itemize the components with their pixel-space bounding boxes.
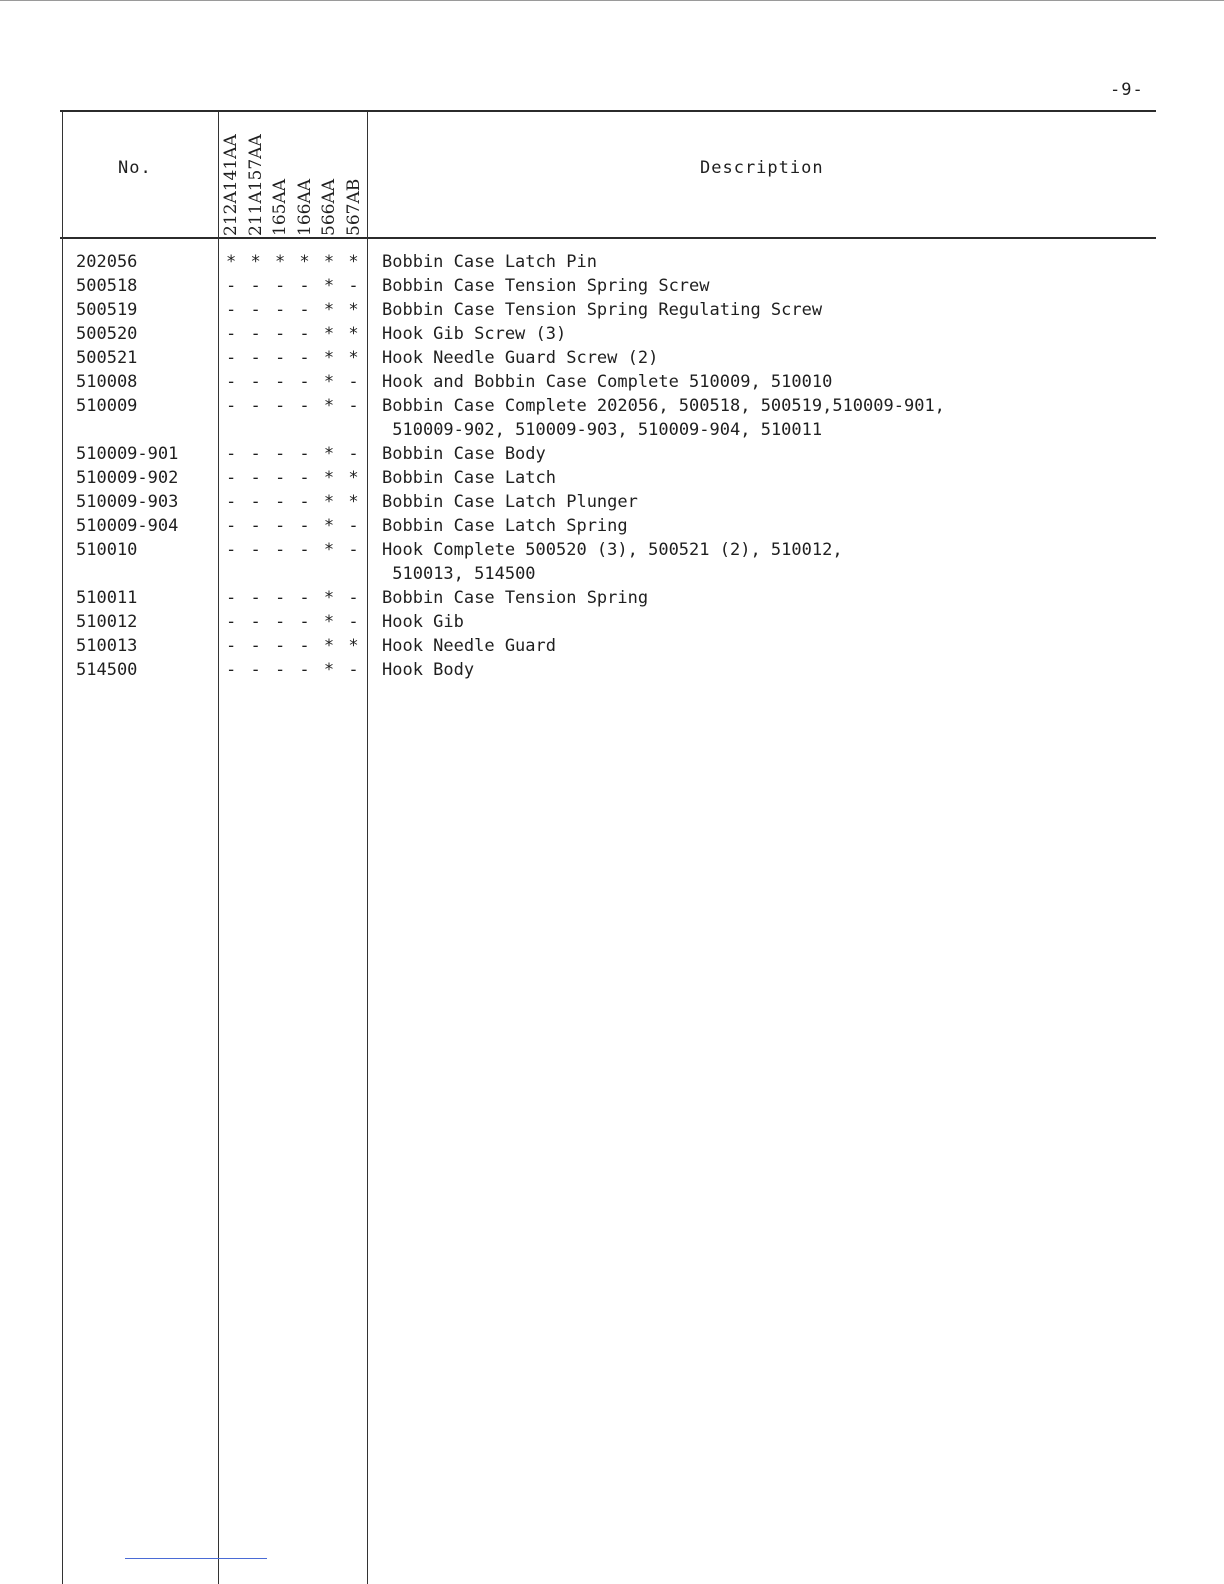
part-number: 510009-904: [76, 516, 179, 536]
part-number: 514500: [76, 660, 138, 680]
model-applicability: - - - - * -: [226, 444, 361, 464]
part-number: 510009-902: [76, 468, 179, 488]
table-row: [60, 610, 1156, 634]
table-row: [60, 658, 1156, 682]
model-applicability: - - - - * -: [226, 372, 361, 392]
table-row: [60, 538, 1156, 586]
model-header: 165AA: [270, 178, 290, 236]
model-applicability: - - - - * *: [226, 636, 361, 656]
header-bottom-rule: [60, 237, 1156, 239]
model-header: 566AA: [319, 178, 339, 236]
part-number: 510009-901: [76, 444, 179, 464]
part-number: 510011: [76, 588, 138, 608]
table-row: [60, 466, 1156, 490]
table-row: [60, 274, 1156, 298]
part-description: Hook and Bobbin Case Complete 510009, 510010: [382, 372, 833, 392]
part-description: Bobbin Case Latch Pin: [382, 252, 597, 272]
model-applicability: - - - - * -: [226, 516, 361, 536]
top-edge-rule: [0, 0, 1224, 1]
model-header: 212A141AA: [221, 134, 241, 236]
part-number: 500518: [76, 276, 138, 296]
table-row: [60, 298, 1156, 322]
table-row: [60, 394, 1156, 442]
part-description: Bobbin Case Complete 202056, 500518, 500519,510009-901, 510009-902, 510009-903, 510009-904, 510011: [382, 396, 945, 440]
parts-table: [60, 110, 1156, 1584]
part-description: Hook Gib: [382, 612, 464, 632]
model-applicability: - - - - * *: [226, 324, 361, 344]
model-applicability: - - - - * *: [226, 492, 361, 512]
model-applicability: - - - - * -: [226, 588, 361, 608]
no-column-header: No.: [118, 158, 152, 178]
table-row: [60, 250, 1156, 274]
table-row: [60, 490, 1156, 514]
page-number: -9-: [1110, 80, 1144, 100]
model-applicability: - - - - * -: [226, 276, 361, 296]
part-description: Bobbin Case Tension Spring Screw: [382, 276, 710, 296]
part-number: 510013: [76, 636, 138, 656]
part-description: Hook Needle Guard Screw (2): [382, 348, 659, 368]
model-applicability: - - - - * *: [226, 348, 361, 368]
model-applicability: - - - - * *: [226, 300, 361, 320]
part-number: 500521: [76, 348, 138, 368]
description-column-header: Description: [700, 158, 824, 178]
model-applicability: - - - - * -: [226, 660, 361, 680]
part-number: 510009-903: [76, 492, 179, 512]
part-number: 500520: [76, 324, 138, 344]
model-header: 166AA: [294, 178, 315, 236]
model-applicability: * * * * * *: [226, 252, 361, 272]
table-row: [60, 634, 1156, 658]
model-applicability: - - - - * -: [226, 540, 361, 560]
table-row: [60, 442, 1156, 466]
part-description: Hook Body: [382, 660, 475, 680]
part-description: Bobbin Case Latch Plunger: [382, 492, 638, 512]
model-header: 211A157AA: [245, 134, 266, 236]
part-description: Hook Complete 500520 (3), 500521 (2), 510012, 510013, 514500: [382, 540, 843, 584]
parts-rows: [60, 250, 1156, 682]
table-top-rule: [60, 110, 1156, 112]
part-number: 510009: [76, 396, 138, 416]
model-header: 567AB: [343, 178, 364, 236]
part-description: Hook Gib Screw (3): [382, 324, 567, 344]
table-row: [60, 346, 1156, 370]
part-description: Bobbin Case Latch: [382, 468, 556, 488]
part-number: 500519: [76, 300, 138, 320]
part-number: 202056: [76, 252, 138, 272]
part-description: Bobbin Case Body: [382, 444, 546, 464]
table-row: [60, 370, 1156, 394]
model-applicability: - - - - * *: [226, 468, 361, 488]
part-description: Hook Needle Guard: [382, 636, 556, 656]
table-row: [60, 322, 1156, 346]
table-row: [60, 586, 1156, 610]
part-number: 510008: [76, 372, 138, 392]
footer-underline: [125, 1558, 267, 1559]
model-applicability: - - - - * -: [226, 396, 361, 416]
part-description: Bobbin Case Latch Spring: [382, 516, 628, 536]
part-description: Bobbin Case Tension Spring: [382, 588, 649, 608]
model-applicability: - - - - * -: [226, 612, 361, 632]
part-description: Bobbin Case Tension Spring Regulating Screw: [382, 300, 823, 320]
part-number: 510010: [76, 540, 138, 560]
table-row: [60, 514, 1156, 538]
part-number: 510012: [76, 612, 138, 632]
